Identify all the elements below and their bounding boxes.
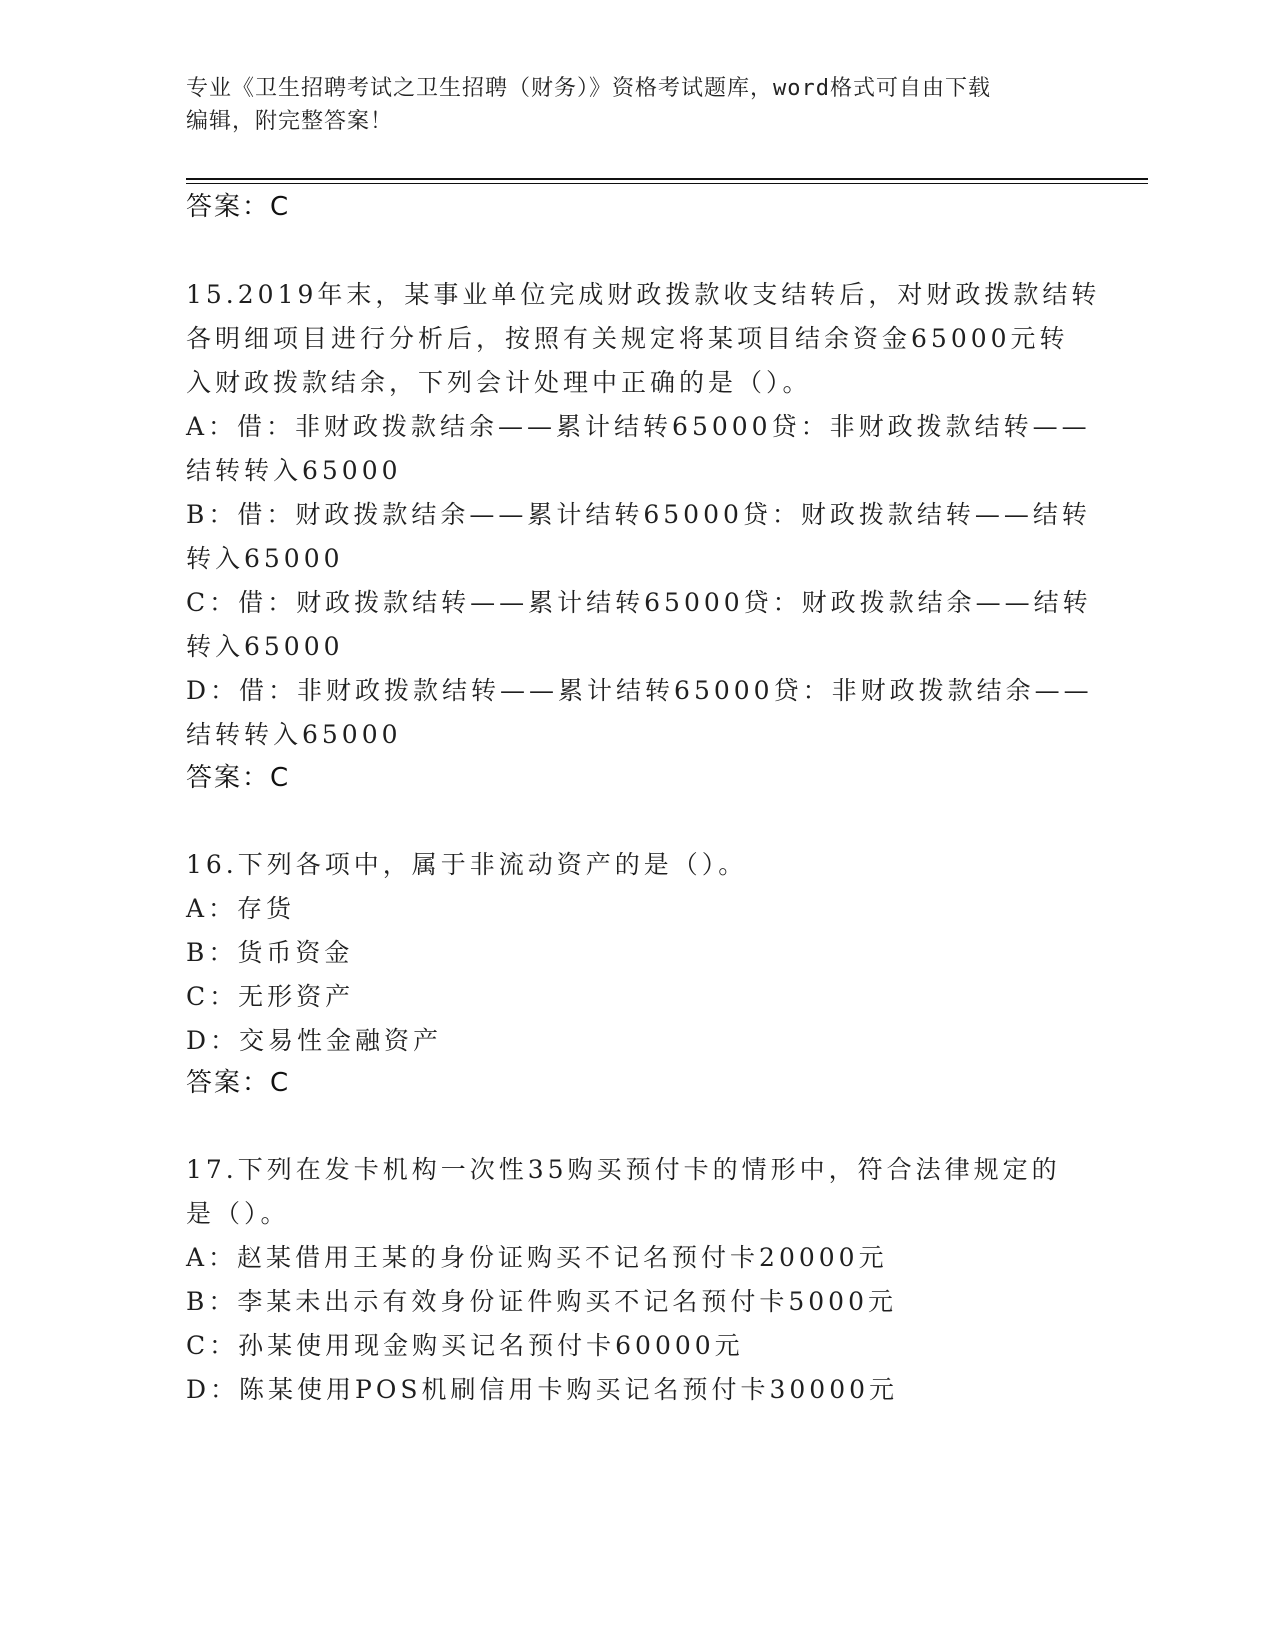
q15-option-d-line-1: D：借：非财政拨款结转——累计结转65000贷：非财政拨款结余—— bbox=[186, 676, 1093, 705]
q16-option-d: D：交易性金融资产 bbox=[186, 1026, 443, 1055]
q15-stem-line-2: 各明细项目进行分析后，按照有关规定将某项目结余资金65000元转 bbox=[186, 324, 1069, 353]
q15-option-d-line-2: 结转转入65000 bbox=[186, 720, 402, 749]
q17-option-c: C：孙某使用现金购买记名预付卡60000元 bbox=[186, 1331, 744, 1360]
answer-16: 答案：C bbox=[186, 1068, 291, 1098]
q17-stem-line-1: 17.下列在发卡机构一次性35购买预付卡的情形中，符合法律规定的 bbox=[186, 1155, 1061, 1184]
header-line-2: 编辑，附完整答案！ bbox=[186, 109, 394, 134]
q17-option-b: B：李某未出示有效身份证件购买不记名预付卡5000元 bbox=[186, 1287, 897, 1316]
header-rule-thick bbox=[186, 178, 1148, 180]
q16-option-b: B：货币资金 bbox=[186, 938, 354, 967]
q15-option-b-line-1: B：借：财政拨款结余——累计结转65000贷：财政拨款结转——结转 bbox=[186, 500, 1091, 529]
q16-option-a: A：存货 bbox=[186, 894, 296, 923]
q15-option-c-line-2: 转入65000 bbox=[186, 632, 344, 661]
header-rule-thin bbox=[186, 183, 1148, 184]
q15-option-a-line-2: 结转转入65000 bbox=[186, 456, 402, 485]
page-header bbox=[186, 72, 1086, 138]
answer-14: 答案：C bbox=[186, 192, 291, 222]
q16-option-c: C：无形资产 bbox=[186, 982, 355, 1011]
q15-stem-line-3: 入财政拨款结余，下列会计处理中正确的是（）。 bbox=[186, 368, 812, 397]
q16-stem: 16.下列各项中，属于非流动资产的是（）。 bbox=[186, 850, 748, 879]
q15-option-b-line-2: 转入65000 bbox=[186, 544, 344, 573]
q15-stem-line-1: 15.2019年末，某事业单位完成财政拨款收支结转后，对财政拨款结转 bbox=[186, 280, 1101, 309]
q15-option-c-line-1: C：借：财政拨款结转——累计结转65000贷：财政拨款结余——结转 bbox=[186, 588, 1092, 617]
q17-option-d: D：陈某使用POS机刷信用卡购买记名预付卡30000元 bbox=[186, 1375, 899, 1404]
answer-15: 答案：C bbox=[186, 763, 291, 793]
q17-stem-line-2: 是（）。 bbox=[186, 1199, 290, 1228]
header-line-1: 专业《卫生招聘考试之卫生招聘（财务）》资格考试题库，word格式可自由下载 bbox=[186, 76, 991, 101]
q17-option-a: A：赵某借用王某的身份证购买不记名预付卡20000元 bbox=[186, 1243, 888, 1272]
q15-option-a-line-1: A：借：非财政拨款结余——累计结转65000贷：非财政拨款结转—— bbox=[186, 412, 1091, 441]
